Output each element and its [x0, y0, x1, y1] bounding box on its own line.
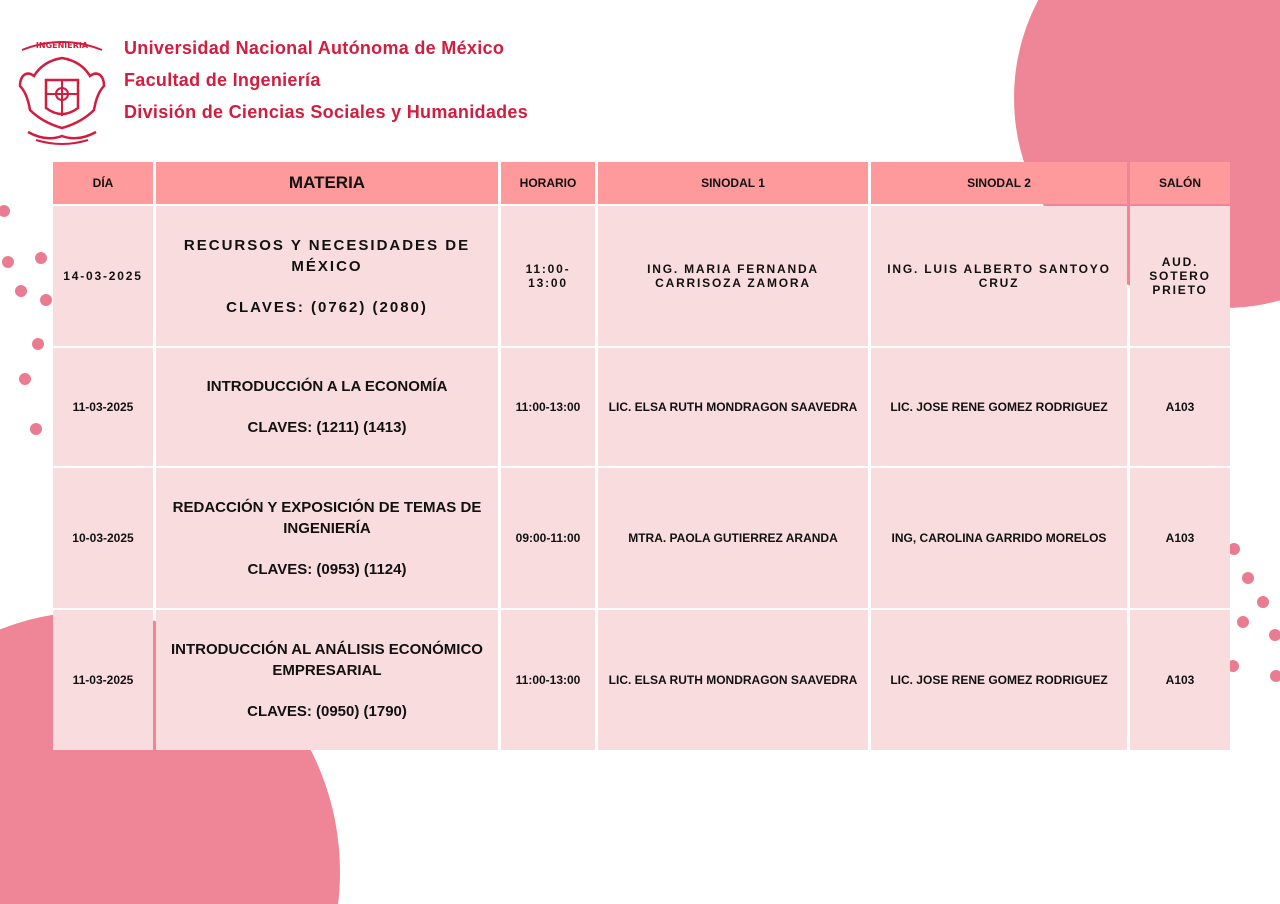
division-name: División de Ciencias Sociales y Humanidades	[124, 102, 529, 122]
column-header-sinodal-2: SINODAL 2	[871, 162, 1127, 204]
materia-name: REDACCIÓN Y EXPOSICIÓN DE TEMAS DE INGENIERÍA	[172, 498, 482, 537]
cell-dia: 11-03-2025	[53, 348, 153, 466]
cell-salon: A103	[1130, 348, 1230, 466]
table-header-row	[53, 162, 1230, 204]
cell-horario: 11:00-13:00	[501, 348, 595, 466]
cell-sinodal-2: ING. LUIS ALBERTO SANTOYO CRUZ	[871, 206, 1127, 346]
cell-materia	[156, 206, 498, 346]
table-row	[53, 468, 1230, 608]
cell-salon: A103	[1130, 468, 1230, 608]
university-name: Universidad Nacional Autónoma de México	[124, 38, 505, 58]
cell-horario: 09:00-11:00	[501, 468, 595, 608]
unam-engineering-seal-icon	[16, 36, 108, 148]
materia-name: RECURSOS Y NECESIDADES DE MÉXICO	[183, 236, 471, 275]
cell-salon: AUD. SOTERO PRIETO	[1130, 206, 1230, 346]
table-row	[53, 206, 1230, 346]
cell-dia: 10-03-2025	[53, 468, 153, 608]
cell-sinodal-1: LIC. ELSA RUTH MONDRAGON SAAVEDRA	[598, 348, 868, 466]
cell-materia	[156, 468, 498, 608]
column-header-materia: MATERIA	[156, 162, 498, 204]
column-header-sinodal-1: SINODAL 1	[598, 162, 868, 204]
cell-dia: 11-03-2025	[53, 610, 153, 750]
materia-name: INTRODUCCIÓN A LA ECONOMÍA	[206, 378, 448, 395]
cell-dia: 14-03-2025	[53, 206, 153, 346]
cell-horario: 11:00-13:00	[501, 610, 595, 750]
faculty-name: Facultad de Ingeniería	[124, 70, 321, 90]
cell-sinodal-1: MTRA. PAOLA GUTIERREZ ARANDA	[598, 468, 868, 608]
seal-text: INGENIERIA	[35, 41, 89, 50]
column-header-horario: HORARIO	[501, 162, 595, 204]
cell-materia	[156, 610, 498, 750]
cell-materia	[156, 348, 498, 466]
cell-horario: 11:00-13:00	[501, 206, 595, 346]
table-row	[53, 610, 1230, 750]
column-header-dia: DÍA	[53, 162, 153, 204]
cell-sinodal-2: LIC. JOSE RENE GOMEZ RODRIGUEZ	[871, 348, 1127, 466]
cell-sinodal-1: ING. MARIA FERNANDA CARRISOZA ZAMORA	[598, 206, 868, 346]
materia-claves: CLAVES: (0953) (1124)	[247, 560, 407, 578]
materia-claves: CLAVES: (0950) (1790)	[247, 702, 407, 720]
cell-sinodal-2: ING, CAROLINA GARRIDO MORELOS	[871, 468, 1127, 608]
cell-salon: A103	[1130, 610, 1230, 750]
materia-claves: CLAVES: (0762) (2080)	[226, 298, 428, 316]
exam-schedule-table	[50, 160, 1233, 752]
cell-sinodal-1: LIC. ELSA RUTH MONDRAGON SAAVEDRA	[598, 610, 868, 750]
table-row	[53, 348, 1230, 466]
materia-name: INTRODUCCIÓN AL ANÁLISIS ECONÓMICO EMPRESARIAL	[171, 640, 483, 679]
materia-claves: CLAVES: (1211) (1413)	[247, 419, 407, 436]
column-header-salon: SALÓN	[1130, 162, 1230, 204]
cell-sinodal-2: LIC. JOSE RENE GOMEZ RODRIGUEZ	[871, 610, 1127, 750]
